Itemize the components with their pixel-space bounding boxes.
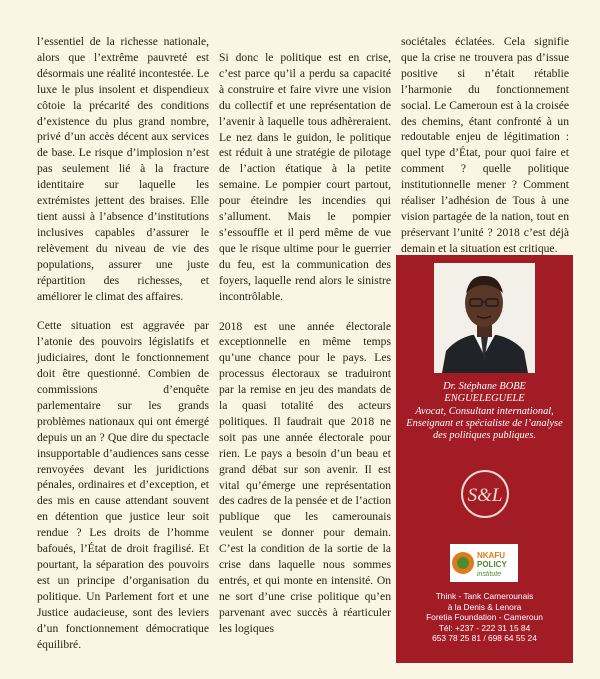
text-column-3 xyxy=(401,34,569,271)
author-caption xyxy=(400,381,569,442)
author-photo xyxy=(434,263,535,373)
nkafu-logo-icon xyxy=(450,544,518,582)
contact-line: Foretia Foundation - Cameroun xyxy=(426,612,543,623)
paragraph: sociétales éclatées. Cela signifie que la crise ne trouvera pas d’issue positive si n’était rétablie l’harmonie du fonctionnement social. Le Cameroun est à la croisée des chemins, étant confronté à un redoutable enjeu de légitimation : quel type d’État, pour quoi faire et comment ? quelle politique institutionnelle mener ? Comment réaliser l’adhésion de Tous à une vision partagée de la nation, tout en préservant l’unité ? 2018 c’est déjà demain et la situation est critique. xyxy=(401,35,569,255)
author-name: ENGUELEGUELE xyxy=(444,393,525,405)
nkafu-policy-logo xyxy=(450,544,518,582)
svg-text:NKAFU: NKAFU xyxy=(477,551,505,560)
text-column-1 xyxy=(37,34,209,666)
contact-block xyxy=(400,591,569,644)
paragraph: Si donc le politique est en crise, c’est parce qu’il a perdu sa capacité à construire et faire vivre une vision du collectif et une représentation de l’avenir à laquelle tous adhèreraient. Le nez dans le guidon, le politique est réduit à une stratégie de pilotage de l’action étatique à la petite semaine. Le pompier court partout, pour éteindre les incendies qui s’allument. Mais le pompier s’essouffle et il perd même de vue que le risque ultime pour le guerrier du feu, est la communication des foyers, laquelle rend alors le sinistre incontrôlable. xyxy=(219,51,391,303)
author-sidebar xyxy=(396,255,573,663)
contact-line: 653 78 25 81 / 698 64 55 24 xyxy=(432,633,537,644)
author-role: Avocat, Consultant international, Enseignant et spécialiste de l’analyse des politiques publiques. xyxy=(406,405,563,442)
paragraph: l’essentiel de la richesse nationale, alors que l’extrême pauvreté est désormais une réalité incontestée. Le luxe le plus insolent et dispendieux côtoie la précarité des conditions d’existence du plus grand nombre, privé d’un accès décent aux services de base. Le risque d’implosion n’est pas seulement lié à la fracture identitaire sur laquelle les extrémistes jettent des braises. Elle tient aussi à l’absence d’institutions inclusives capables d’assurer le relèvement du niveau de vie des populations, assurer une juste répartition des richesses, et améliorer le climat des affaires. xyxy=(37,35,209,303)
contact-line: Tél: +237 - 222 31 15 84 xyxy=(438,622,531,633)
text-column-2 xyxy=(219,50,391,651)
svg-text:institute: institute xyxy=(477,571,502,578)
author-name: Dr. Stéphane BOBE xyxy=(443,381,526,392)
paragraph: Cette situation est aggravée par l’atonie des pouvoirs législatifs et judiciaires, dont le fonctionnement doit être questionné. Combien de commissions d’enquête parlementaire sur les grands problèmes nationaux qui ont émergé depuis un an ? Que dire du spectacle insupportable d’audiences sans cesse renvoyées devant les juridictions pénales, ordinaires et d’exception, et des mis en cause attendant souvent en détention que justice leur soit rendue ? Les droits de l’homme bafoués, l’État de droit fragilisé. Et pourtant, la séparation des pouvoirs est un principe d’organisation du politique. Un Parlement fort et une Justice audacieuse, sont des leviers d’un fonctionnement démocratique équilibré. xyxy=(37,319,209,651)
contact-line: Think - Tank Camerounais xyxy=(435,591,534,601)
sl-monogram-icon xyxy=(463,472,507,516)
contact-line: à la Denis & Lenora xyxy=(447,601,522,612)
sl-monogram-logo xyxy=(461,470,509,518)
paragraph: 2018 est une année électorale exceptionnelle en même temps qu’une chance pour le pays. Les processus électoraux se traduiront par la remise en jeu des mandats de la quasi totalité des acteurs politiques. Il faudrait que 2018 ne soit pas une année électorale pour rien. Le pays a besoin d’un beau et grand débat sur son avenir. Il est vital qu’émerge une représentation des cadres de la pensée et de l’action publique que les camerounais veulent se donner pour demain. C’est la condition de la sortie de la crise dans laquelle nous sommes entrés, et qui monte en intensité. On ne sort d’une crise politique qu’en parvenant avec succès à réarticuler les logiques xyxy=(219,319,391,635)
svg-text:POLICY: POLICY xyxy=(477,560,507,569)
svg-text:S&L: S&L xyxy=(467,485,503,506)
